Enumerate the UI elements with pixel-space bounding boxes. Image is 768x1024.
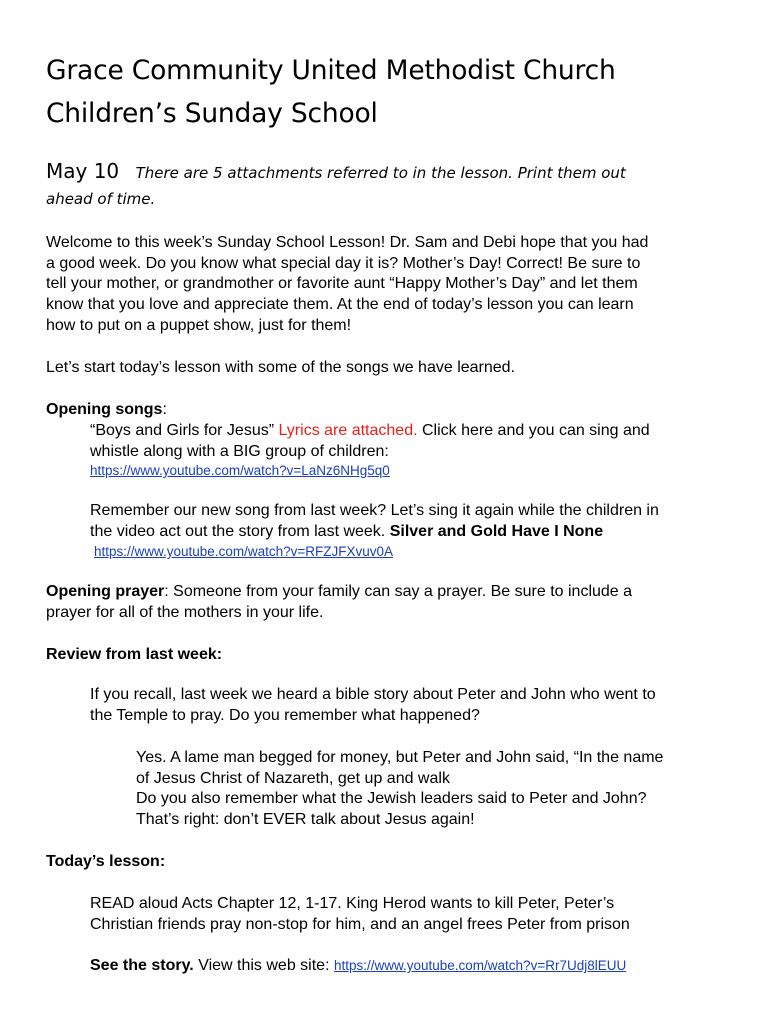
todays-lesson-line1: READ aloud Acts Chapter 12, 1-17. King Herod wants to kill Peter, Peter’s bbox=[90, 895, 615, 912]
opening-prayer-line2: prayer for all of the mothers in your life. bbox=[46, 604, 324, 621]
page-title-line1: Grace Community United Methodist Church bbox=[46, 55, 616, 86]
song1-line1 bbox=[90, 423, 650, 439]
song1-title: “Boys and Girls for Jesus” bbox=[90, 422, 279, 439]
review-p2-line2: of Jesus Christ of Nazareth, get up and walk bbox=[136, 770, 450, 787]
welcome-line: how to put on a puppet show, just for them! bbox=[46, 317, 352, 334]
opening-songs-heading: Opening songs bbox=[46, 401, 163, 418]
page-title-line2: Children’s Sunday School bbox=[46, 98, 378, 129]
opening-songs-heading-row bbox=[46, 402, 167, 418]
review-heading: Review from last week: bbox=[46, 646, 223, 663]
song2-line1: Remember our new song from last week? Let’s sing it again while the children in bbox=[90, 502, 659, 519]
song1-line2: whistle along with a BIG group of children: bbox=[90, 443, 389, 460]
review-p1-line1: If you recall, last week we heard a bible story about Peter and John who went to bbox=[90, 686, 656, 703]
todays-lesson-line2: Christian friends pray non-stop for him, and an angel frees Peter from prison bbox=[90, 916, 630, 933]
lesson-date: May 10 bbox=[46, 159, 120, 183]
opening-prayer-heading: Opening prayer bbox=[46, 583, 165, 600]
review-p2-line4: That’s right: don’t EVER talk about Jesus again! bbox=[136, 811, 475, 828]
welcome-line: tell your mother, or grandmother or favorite aunt “Happy Mother’s Day” and let them bbox=[46, 275, 638, 292]
todays-lesson-heading: Today’s lesson: bbox=[46, 853, 166, 870]
view-website-text: View this web site: bbox=[193, 957, 334, 974]
songs-intro: Let’s start today’s lesson with some of the songs we have learned. bbox=[46, 359, 516, 376]
song1-link-row bbox=[90, 463, 390, 479]
opening-prayer-text: : Someone from your family can say a prayer. Be sure to include a bbox=[164, 583, 633, 600]
review-p2-line3: Do you also remember what the Jewish leaders said to Peter and John? bbox=[136, 790, 647, 807]
welcome-line: Welcome to this week’s Sunday School Lesson! Dr. Sam and Debi hope that you had bbox=[46, 234, 649, 251]
see-story-row bbox=[90, 958, 626, 974]
review-p1-line2: the Temple to pray. Do you remember what happened? bbox=[90, 707, 480, 724]
attachments-note: There are 5 attachments referred to in the lesson. Print them out bbox=[135, 164, 626, 182]
intro-line bbox=[46, 161, 626, 182]
lyrics-attached-note: Lyrics are attached. bbox=[278, 422, 418, 439]
song1-youtube-link[interactable]: https://www.youtube.com/watch?v=LaNz6NHg5q0 bbox=[90, 463, 390, 478]
song2-link-row bbox=[94, 544, 393, 560]
attachments-note-line2: ahead of time. bbox=[46, 190, 156, 208]
see-story-label: See the story. bbox=[90, 957, 194, 974]
welcome-line: know that you love and appreciate them. At the end of today’s lesson you can learn bbox=[46, 296, 634, 313]
song2-text: the video act out the story from last week. bbox=[90, 523, 390, 540]
song2-title: Silver and Gold Have I None bbox=[389, 523, 604, 540]
opening-prayer-line1 bbox=[46, 584, 632, 600]
song2-line2 bbox=[90, 524, 603, 540]
welcome-line: a good week. Do you know what special day it is? Mother’s Day! Correct! Be sure to bbox=[46, 255, 641, 272]
song1-instructions: Click here and you can sing and bbox=[417, 422, 650, 439]
song2-youtube-link[interactable]: https://www.youtube.com/watch?v=RFZJFXvuv0A bbox=[94, 544, 393, 559]
review-p2-line1: Yes. A lame man begged for money, but Peter and John said, “In the name bbox=[136, 749, 664, 766]
heading-colon: : bbox=[162, 401, 167, 418]
story-youtube-link[interactable]: https://www.youtube.com/watch?v=Rr7Udj8lEUU bbox=[333, 958, 627, 973]
